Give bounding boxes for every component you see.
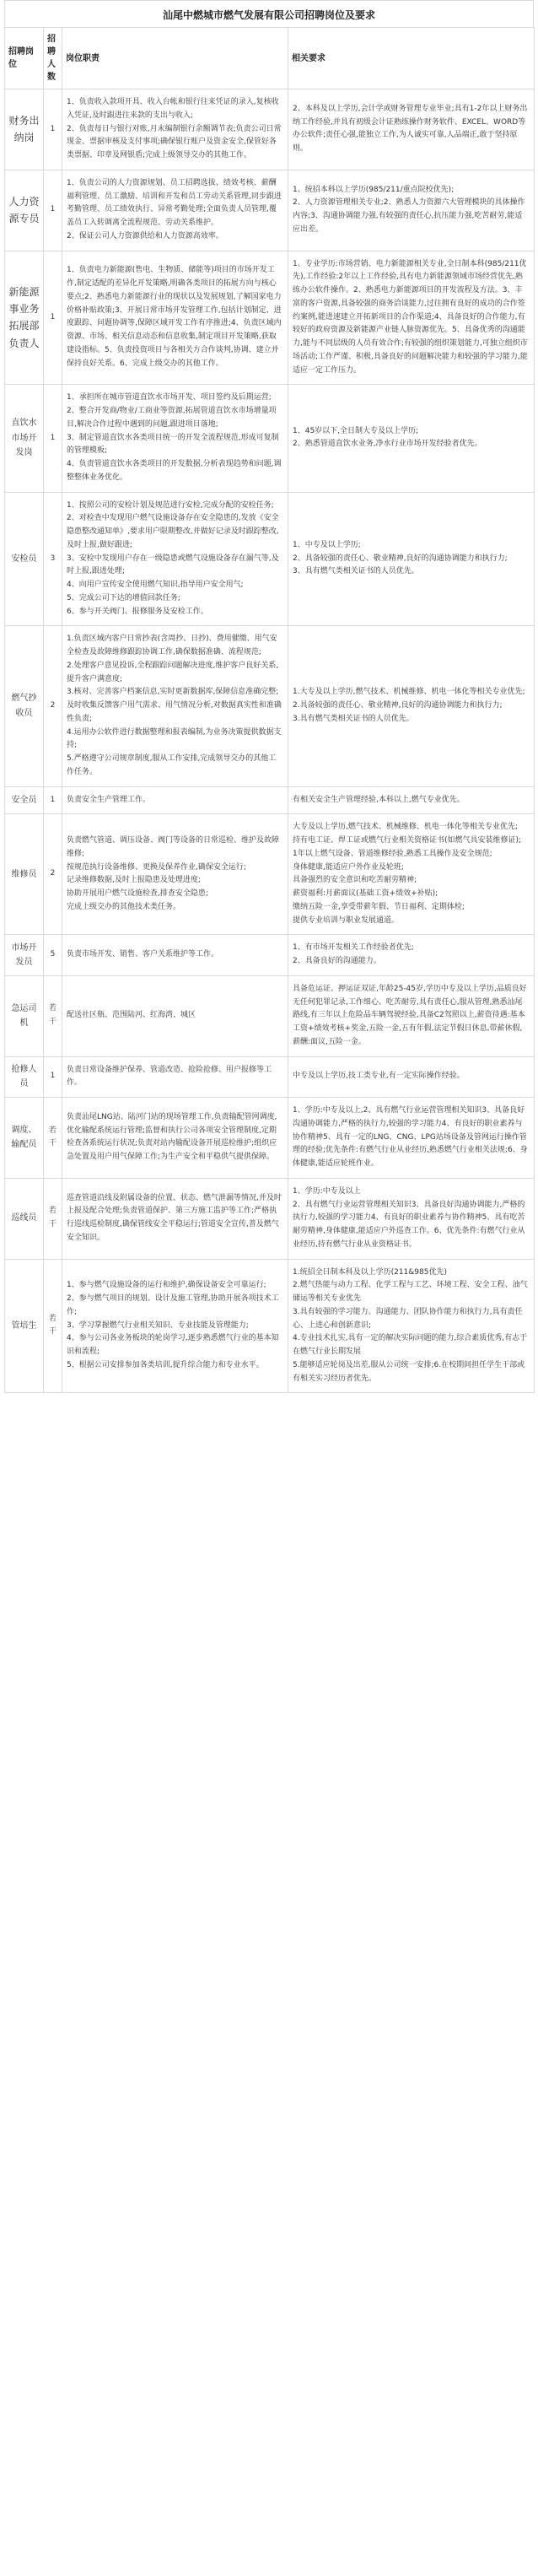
requirements-cell: 1.大专及以上学历,燃气技术、机械维修、机电一体化等相关专业优先; 2.具备较强的责任心、敬业精神,良好的沟通协调能力和执行力; 3.具有燃气类相关证书的人员优先。 (288, 626, 535, 786)
requirements-cell: 有相关安全生产管理经验,本科以上,燃气专业优先。 (288, 786, 535, 814)
requirements-cell: 大专及以上学历,燃气技术、机械维修、机电一体化等相关专业优先; 持有电工证、焊工证或燃气行业相关资格证书(如燃气具安装维修证); 1年以上燃气设备、管道维修经验,熟悉工具操作及安全规范; 身体健康,能适应户外作业及轮班; 具备强烈的安全意识和吃苦耐劳精神; 薪资福利:月薪面议(基础工资+绩效+补贴); 缴纳五险一金,享受带薪年假、节日福利、定期体检; 提供专业培训与职业发展通道。 (288, 814, 535, 935)
duties-cell: 负责汕尾LNG站、陆河门站的现场管理工作,负责输配管网调度,优化输配系统运行管理;监督和执行公司各项安全管理制度,定期检查各系统运行状况;负责对站内输配设备开展巡检维护;组织应急处置及用户用气保障工作;为生产安全和平稳供气提供保障。 (62, 1098, 288, 1179)
header-duties: 岗位职责 (62, 28, 288, 89)
table-row (5, 935, 535, 976)
count-cell: 5 (44, 935, 62, 976)
count-cell: 1 (44, 170, 62, 251)
duties-cell: 1、承担所在城市管道直饮水市场开发、项目签约及后期运营; 2、整合开发商/物业/工商业等资源,拓展管道直饮水市场增量项目,解决合作过程中遇到的问题,跟进项目落地; 3、制定管道直饮水各类项目统一的开发全流程规范,形成可复制的管理模板; 4、负责管道直饮水各类项目的开发数据,分析表现趋势和问题,调整整体业务优化。 (62, 385, 288, 492)
position-cell: 急运司机 (5, 975, 44, 1056)
count-cell: 1 (44, 251, 62, 385)
table-header-row (5, 28, 535, 89)
table-row (5, 1178, 535, 1259)
header-position: 招聘岗位 (5, 28, 44, 89)
table-row (5, 814, 535, 935)
table-row (5, 1259, 535, 1393)
requirements-cell: 1、专业学历:市场营销、电力新能源相关专业,全日制本科(985/211优先),工作经验:2年以上工作经验,具有电力新能源领域市场经营优先,熟练办公软件操作。2、熟悉电力新能源项目的开发流程及方法。3、丰富的客户资源,具备较强的商务洽谈能力,过往拥有良好的成功的合作签约案例,能进速建立开拓新项目的合作渠道;4、具备良好的合作能力,有较好的政府资源及新能源产业链人脉资源优先。5、具备优秀的沟通能力,能与不同层级的人员有效合作;有较强的组织策划能力,可独立组织市场活动;工作严谨、积极,具备良好的问题解决能力和较强的学习能力,能适应一定工作压力。 (288, 251, 535, 385)
position-cell: 燃气抄收员 (5, 626, 44, 786)
table-row (5, 1056, 535, 1098)
requirements-cell: 1.统招全日制本科及以上学历(211&985优先) 2.燃气热能与动力工程、化学工程与工艺、环境工程、安全工程、油气储运等相关专业优先 3.具有较强的学习能力、沟通能力、团队协作能力和执行力,具有责任心、上进心和创新意识; 4.专业技术扎实,具有一定的解决实际问题的能力,综合素质优秀,有志于在燃气行业长期发展 5.能够适应轮岗及出差,服从公司统一安排;6.在校期间担任学生干部或有相关实习经历者优先。 (288, 1259, 535, 1393)
requirements-cell: 1、中专及以上学历; 2、具备较强的责任心、敬业精神,良好的沟通协调能力和执行力; 3、具有燃气类相关证书的人员优先。 (288, 492, 535, 626)
count-cell: 2 (44, 814, 62, 935)
count-cell: 2 (44, 626, 62, 786)
count-cell: 1 (44, 786, 62, 814)
duties-cell: 负责日常设备维护保养、管道改造、抢险抢修、用户报修等工作。 (62, 1056, 288, 1098)
position-cell: 人力资源专员 (5, 170, 44, 251)
requirements-cell: 2、本科及以上学历,会计学或财务管理专业毕业;具有1-2年以上财务出纳工作经验,并具有初级会计证熟练操作财务软件、EXCEL、WORD等办公软件;责任心强,能独立工作,为人诚实可靠,人品端正,敢于坚持原则。 (288, 89, 535, 170)
page-title: 汕尾中燃城市燃气发展有限公司招聘岗位及要求 (4, 0, 534, 27)
requirements-cell: 中专及以上学历,技工类专业,有一定实际操作经验。 (288, 1056, 535, 1098)
header-requirements: 相关要求 (288, 28, 535, 89)
duties-cell: 1、负责收入款项开具、收入台帐和银行往来凭证的录入,复核收入凭证,及时跟进往来款的支出与收入; 2、负责每日与银行对账,月末编制银行余额调节表;负责公司日常现金、票据审核及支付事项;确保银行账户及资金安全,保管好各类票据、印章及网银盾;完成上级领导交办的其他工作。 (62, 89, 288, 170)
count-cell: 若干 (44, 1178, 62, 1259)
table-row (5, 1098, 535, 1179)
duties-cell: 配送社区瓶、范围陆河、红海湾、城区 (62, 975, 288, 1056)
header-count: 招聘人数 (44, 28, 62, 89)
position-cell: 新能源事业务拓展部负责人 (5, 251, 44, 385)
duties-cell: 1.负责区域内客户日常抄表(含周抄、日抄)、费用催缴、用气安全检查及故障维修跟踪协调工作,确保数据准确、流程规范; 2.处理客户意见投诉,全程跟踪问题解决进度,维护客户良好关系,提升客户满意度; 3.核对、完善客户档案信息,实时更新数据库,保障信息准确完整;及时收集反馈客户用气需求、用气情况分析,对数据真实性和准确性负责; 4.运用办公软件进行数据整理和报表编制,为业务决策提供数据支持; 5.严格遵守公司规章制度,服从工作安排,完成领导交办的其他工作任务。 (62, 626, 288, 786)
requirements-cell: 具备危运证、押运证双证,年龄25-45岁,学历中专及以上学历,品质良好无任何犯罪记录,工作细心、吃苦耐劳,具有责任心,服从管理,熟悉汕尾路线,有三年以上危险品车辆驾驶经验,具备C2驾照以上,薪资待遇:基本工资+绩效考核+奖金,五险一金,五有年假,法定节假日休息,带薪休假,薪酬:面议,五险一金。 (288, 975, 535, 1056)
position-cell: 市场开发员 (5, 935, 44, 976)
count-cell: 若干 (44, 1098, 62, 1179)
duties-cell: 巡查管道沿线及附属设备的位置、状态、燃气泄漏等情况,并及时上报及配合处理;负责管道保护、第三方施工监护等工作;严格执行巡线巡检制度,确保管线安全平稳运行;管道安全宣传,普及燃气安全知识。 (62, 1178, 288, 1259)
position-cell: 管培生 (5, 1259, 44, 1393)
recruitment-page (4, 0, 534, 1393)
duties-cell: 负责市场开发、销售、客户关系维护等工作。 (62, 935, 288, 976)
count-cell: 1 (44, 385, 62, 492)
count-cell: 若干 (44, 1259, 62, 1393)
duties-cell: 负责安全生产管理工作。 (62, 786, 288, 814)
table-row (5, 626, 535, 786)
position-cell: 调度、输配员 (5, 1098, 44, 1179)
table-row (5, 170, 535, 251)
position-cell: 直饮水市场开发岗 (5, 385, 44, 492)
duties-cell: 1、负责公司的人力资源规划、员工招聘选拔、绩效考核、薪酬福利管理、员工激励、培训和开发和员工劳动关系管理,同步跟进考勤管理、员工绩效执行、异常考勤处理;全面负责人员管理,覆盖员工入转调离全流程规范、劳动关系维护。 2、保证公司人力资源供给和人力资源高效率。 (62, 170, 288, 251)
table-row (5, 975, 535, 1056)
requirements-cell: 1、有市场开发相关工作经验者优先; 2、具备良好的沟通能力。 (288, 935, 535, 976)
position-cell: 财务出纳岗 (5, 89, 44, 170)
duties-cell: 1、按照公司的安检计划及规范进行安检,完成分配的安检任务; 2、对检查中发现用户燃气设施设备存在安全隐患的,发放《安全隐患整改通知单》,要求用户限期整改,并做好记录及时跟踪整改,及时上报,做好跟进; 3、安检中发现用户存在一级隐患或燃气设施设备存在漏气等,及时上报,跟进处理; 4、向用户宣传安全使用燃气知识,指导用户安全用气; 5、完成公司下达的增值回款任务; 6、参与开关阀门、报修服务及安检工作。 (62, 492, 288, 626)
requirements-cell: 1、学历:中专及以上,2、具有燃气行业运营管理相关知识3、具备良好沟通协调能力,严格的执行力,较强的学习能力4、有良好的职业素养与协作精神5、具有一定的LNG、CNG、LPG站场设备及管网运行操作管理的经验;优先条件:有燃气行业从业经历,熟悉燃气行业相关法规;6、身体健康,能适应轮班作业。 (288, 1098, 535, 1179)
table-row (5, 89, 535, 170)
table-row (5, 251, 535, 385)
requirements-cell: 1、统招本科以上学历(985/211/重点院校优先); 2、人力资源管理相关专业;2、熟悉人力资源六大管理模块的具体操作内容;3、沟通协调能力强,有较强的责任心,抗压能力强,吃苦耐劳,能适应出差。 (288, 170, 535, 251)
duties-cell: 1、参与燃气设施设备的运行和维护,确保设备安全可靠运行; 2、参与燃气项目的规划、设计及施工管理,协助开展各项技术工作; 3、学习掌握燃气行业相关知识、专业技能及管理能力; 4、参与公司各业务板块的轮岗学习,逐步熟悉燃气行业的基本知识和流程; 5、根据公司安排参加各类培训,提升综合能力和专业水平。 (62, 1259, 288, 1393)
position-cell: 安全员 (5, 786, 44, 814)
duties-cell: 负责燃气管道、调压设备、阀门等设备的日常巡检、维护及故障维修; 按规范执行设备维修、更换及保养作业,确保安全运行; 记录维修数据,及时上报隐患及处理进度; 协助开展用户燃气设施检查,排查安全隐患; 完成上级交办的其他技术类任务。 (62, 814, 288, 935)
table-row (5, 786, 535, 814)
position-cell: 抢修人员 (5, 1056, 44, 1098)
count-cell: 1 (44, 1056, 62, 1098)
position-cell: 安检员 (5, 492, 44, 626)
table-row (5, 385, 535, 492)
recruitment-table (4, 27, 535, 1393)
table-row (5, 492, 535, 626)
count-cell: 3 (44, 492, 62, 626)
requirements-cell: 1、学历:中专及以上 2、具有燃气行业运营管理相关知识3、具备良好沟通协调能力,严格的执行力,较强的学习能力4、有良好的职业素养与协作精神5、具有吃苦耐劳精神,身体健康,能适应户外巡查工作。6、优先条件:有燃气行业从业经历,持有燃气行业从业资格证书。 (288, 1178, 535, 1259)
requirements-cell: 1、45岁以下,全日制大专及以上学历; 2、熟悉管道直饮水业务,净水行业市场开发经验者优先。 (288, 385, 535, 492)
duties-cell: 1、负责电力新能源(售电、生物质、储能等)项目的市场开发工作,制定适配的差异化开发策略,明确各类项目的拓展方向与核心要点;2、熟悉电力新能源行业的现状以及发展规划,了解国家电力价格补贴政策;3、开展日常市场开发管理工作,包括计划制定、进度跟踪、问题协调等,保障区域开发工作有序推进;4、负责区域内资源、市场、相关信息动态和信息收集,制定项目开发策略,获取建设指标。5、负责投资项目与各相关方合作谈判,协调、建立并保持良好关系。6、完成上级交办的其他工作。 (62, 251, 288, 385)
count-cell: 若干 (44, 975, 62, 1056)
position-cell: 巡线员 (5, 1178, 44, 1259)
position-cell: 维修员 (5, 814, 44, 935)
count-cell: 1 (44, 89, 62, 170)
